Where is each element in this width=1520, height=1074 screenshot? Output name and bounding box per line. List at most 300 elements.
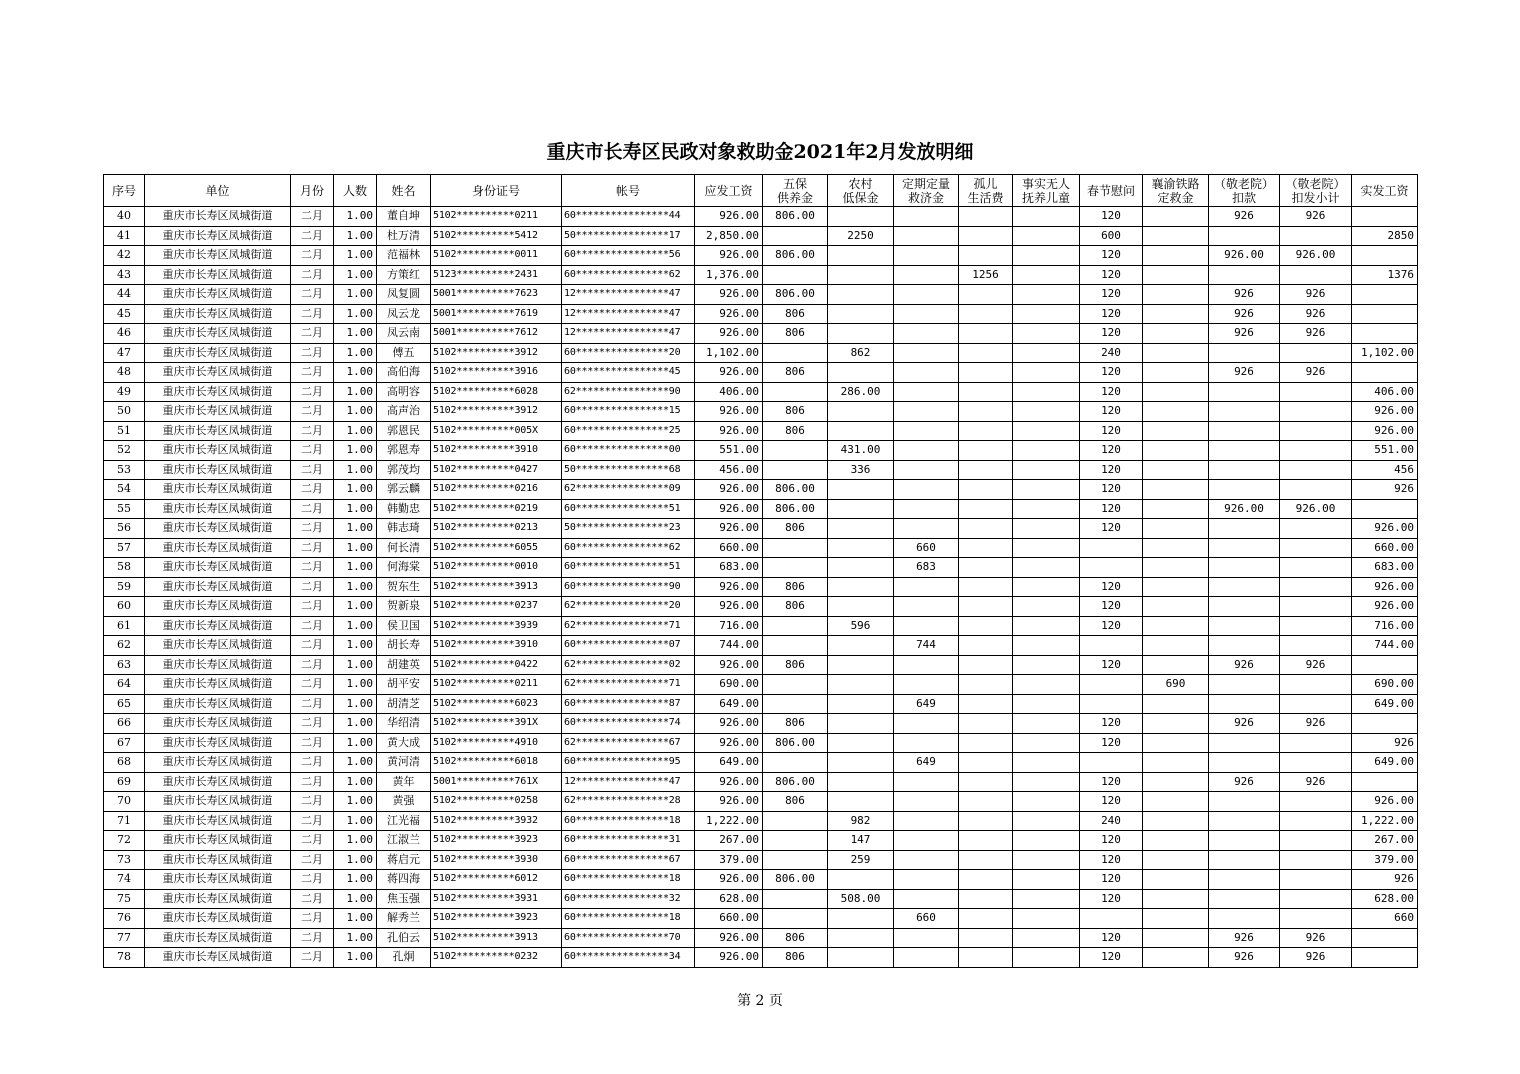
table-cell — [1352, 655, 1418, 675]
table-cell: 1.00 — [334, 753, 377, 773]
table-row — [104, 226, 1418, 246]
table-cell: 1.00 — [334, 402, 377, 422]
table-cell: 926 — [1209, 304, 1280, 324]
table-cell: 806 — [763, 655, 828, 675]
table-cell: 926.00 — [1280, 499, 1352, 519]
table-cell: 1.00 — [334, 616, 377, 636]
table-cell: 5102**********3913 — [431, 577, 562, 597]
column-header: 单位 — [145, 175, 291, 207]
table-cell: 47 — [104, 343, 145, 363]
table-cell — [1352, 772, 1418, 792]
table-cell — [1143, 831, 1209, 851]
table-cell: 5102**********6012 — [431, 870, 562, 890]
table-cell: 重庆市长寿区凤城街道 — [145, 772, 291, 792]
table-cell: 60****************62 — [562, 538, 695, 558]
table-cell: 926.00 — [695, 870, 763, 890]
table-cell — [1013, 733, 1080, 753]
table-cell: 1.00 — [334, 558, 377, 578]
table-cell: 60****************25 — [562, 421, 695, 441]
table-cell: 5102**********0219 — [431, 499, 562, 519]
table-cell — [1280, 792, 1352, 812]
table-cell: 68 — [104, 753, 145, 773]
table-cell: 660.00 — [1352, 538, 1418, 558]
table-cell: 1.00 — [334, 343, 377, 363]
table-cell — [1280, 870, 1352, 890]
table-cell — [1352, 714, 1418, 734]
table-cell: 1.00 — [334, 421, 377, 441]
table-cell: 62****************71 — [562, 675, 695, 695]
column-header: （敬老院） 扣款 — [1209, 175, 1280, 207]
table-cell — [959, 655, 1013, 675]
table-cell: 267.00 — [695, 831, 763, 851]
table-cell: 660.00 — [695, 909, 763, 929]
table-cell — [1013, 285, 1080, 305]
table-cell: 凤复圆 — [377, 285, 431, 305]
table-cell: 62****************02 — [562, 655, 695, 675]
table-cell: 926.00 — [695, 499, 763, 519]
table-cell — [828, 655, 894, 675]
table-cell — [959, 363, 1013, 383]
table-cell — [1013, 265, 1080, 285]
table-cell: 806 — [763, 304, 828, 324]
table-row — [104, 246, 1418, 266]
table-cell: 660 — [894, 538, 959, 558]
table-cell: 63 — [104, 655, 145, 675]
table-cell — [828, 675, 894, 695]
table-cell: 50****************17 — [562, 226, 695, 246]
table-cell — [1143, 577, 1209, 597]
column-header: 事实无人 抚养儿童 — [1013, 175, 1080, 207]
table-cell — [1143, 792, 1209, 812]
table-cell: 926 — [1280, 324, 1352, 344]
table-cell — [1013, 363, 1080, 383]
table-cell — [828, 324, 894, 344]
table-cell: 267.00 — [1352, 831, 1418, 851]
table-row — [104, 558, 1418, 578]
table-cell: 62****************71 — [562, 616, 695, 636]
table-cell: 1.00 — [334, 889, 377, 909]
table-cell: 628.00 — [695, 889, 763, 909]
table-cell: 926 — [1352, 480, 1418, 500]
table-cell: 5102**********3932 — [431, 811, 562, 831]
table-cell: 683.00 — [1352, 558, 1418, 578]
table-cell: 926.00 — [695, 655, 763, 675]
table-cell: 45 — [104, 304, 145, 324]
table-cell: 120 — [1080, 207, 1143, 227]
table-cell — [1143, 402, 1209, 422]
table-cell — [894, 402, 959, 422]
table-cell — [1280, 753, 1352, 773]
table-cell: 926.00 — [695, 363, 763, 383]
table-cell: 1,102.00 — [1352, 343, 1418, 363]
table-cell — [959, 577, 1013, 597]
table-row — [104, 811, 1418, 831]
table-cell — [1143, 499, 1209, 519]
table-cell: 59 — [104, 577, 145, 597]
column-header: 五保 供养金 — [763, 175, 828, 207]
table-cell: 120 — [1080, 519, 1143, 539]
table-cell — [1013, 694, 1080, 714]
table-cell — [763, 226, 828, 246]
table-cell — [959, 831, 1013, 851]
table-cell: 重庆市长寿区凤城街道 — [145, 694, 291, 714]
table-cell: 744 — [894, 636, 959, 656]
table-cell — [1143, 772, 1209, 792]
table-cell: 926.00 — [695, 402, 763, 422]
table-cell — [828, 402, 894, 422]
table-cell: 凤云龙 — [377, 304, 431, 324]
table-cell: 郭恩寿 — [377, 441, 431, 461]
table-cell: 120 — [1080, 831, 1143, 851]
table-cell: 二月 — [291, 889, 334, 909]
table-row — [104, 207, 1418, 227]
table-cell — [1013, 421, 1080, 441]
table-cell: 926 — [1280, 285, 1352, 305]
table-cell — [1209, 402, 1280, 422]
table-cell: 重庆市长寿区凤城街道 — [145, 246, 291, 266]
table-cell: 5102**********3910 — [431, 441, 562, 461]
table-row — [104, 324, 1418, 344]
table-cell — [1143, 343, 1209, 363]
table-cell: 65 — [104, 694, 145, 714]
table-cell — [828, 870, 894, 890]
table-cell: 926.00 — [1352, 792, 1418, 812]
table-cell — [894, 519, 959, 539]
table-row — [104, 870, 1418, 890]
table-cell — [1280, 597, 1352, 617]
table-cell — [1209, 265, 1280, 285]
table-row — [104, 636, 1418, 656]
table-cell — [1143, 636, 1209, 656]
table-cell: 51 — [104, 421, 145, 441]
table-cell — [1209, 753, 1280, 773]
table-cell — [959, 538, 1013, 558]
table-cell: 926 — [1280, 363, 1352, 383]
table-cell: 二月 — [291, 772, 334, 792]
table-row — [104, 421, 1418, 441]
table-cell — [828, 772, 894, 792]
table-row — [104, 909, 1418, 929]
table-cell — [763, 441, 828, 461]
table-cell — [1209, 382, 1280, 402]
table-cell: 重庆市长寿区凤城街道 — [145, 577, 291, 597]
table-row — [104, 889, 1418, 909]
table-cell: 重庆市长寿区凤城街道 — [145, 909, 291, 929]
table-cell: 52 — [104, 441, 145, 461]
table-cell — [1280, 402, 1352, 422]
table-cell: 二月 — [291, 499, 334, 519]
table-cell — [1280, 733, 1352, 753]
table-cell: 二月 — [291, 616, 334, 636]
table-cell: 406.00 — [1352, 382, 1418, 402]
table-cell: 926.00 — [695, 421, 763, 441]
table-cell: 50****************68 — [562, 460, 695, 480]
table-cell: 926 — [1209, 948, 1280, 968]
table-cell: 551.00 — [695, 441, 763, 461]
table-row — [104, 948, 1418, 968]
table-cell — [1143, 460, 1209, 480]
table-cell: 5102**********0010 — [431, 558, 562, 578]
table-cell — [763, 675, 828, 695]
table-cell — [959, 870, 1013, 890]
table-cell: 重庆市长寿区凤城街道 — [145, 597, 291, 617]
table-row — [104, 850, 1418, 870]
table-cell: 方策红 — [377, 265, 431, 285]
table-cell: 806 — [763, 402, 828, 422]
table-cell: 649 — [894, 753, 959, 773]
table-cell — [959, 675, 1013, 695]
table-cell — [763, 850, 828, 870]
table-cell: 49 — [104, 382, 145, 402]
table-cell: 重庆市长寿区凤城街道 — [145, 889, 291, 909]
table-cell — [1209, 538, 1280, 558]
table-cell — [828, 538, 894, 558]
page-title: 重庆市长寿区民政对象救助金2021年2月发放明细 — [546, 141, 974, 163]
table-cell: 郭恩民 — [377, 421, 431, 441]
table-cell: 431.00 — [828, 441, 894, 461]
table-cell — [959, 597, 1013, 617]
table-cell: 二月 — [291, 324, 334, 344]
column-header: 人数 — [334, 175, 377, 207]
table-cell: 60****************51 — [562, 499, 695, 519]
table-cell — [1013, 324, 1080, 344]
table-cell — [828, 909, 894, 929]
table-cell — [1013, 928, 1080, 948]
table-cell: 926 — [1209, 207, 1280, 227]
table-cell — [1280, 889, 1352, 909]
table-cell: 60****************70 — [562, 928, 695, 948]
table-cell — [1013, 948, 1080, 968]
table-cell: 1376 — [1352, 265, 1418, 285]
table-cell: 1.00 — [334, 246, 377, 266]
table-cell — [1013, 616, 1080, 636]
table-cell: 926.00 — [1209, 246, 1280, 266]
table-cell: 1.00 — [334, 480, 377, 500]
table-cell: 5102**********0011 — [431, 246, 562, 266]
column-header: （敬老院） 扣发小计 — [1280, 175, 1352, 207]
table-cell: 926.00 — [695, 207, 763, 227]
table-cell: 1,222.00 — [1352, 811, 1418, 831]
table-cell: 1,376.00 — [695, 265, 763, 285]
table-cell — [828, 499, 894, 519]
column-header: 序号 — [104, 175, 145, 207]
table-cell — [1352, 285, 1418, 305]
table-cell: 926 — [1280, 207, 1352, 227]
column-header: 实发工资 — [1352, 175, 1418, 207]
table-cell — [763, 460, 828, 480]
table-cell: 5001**********7623 — [431, 285, 562, 305]
table-cell: 806 — [763, 792, 828, 812]
table-cell: 120 — [1080, 577, 1143, 597]
table-cell: 5001**********761X — [431, 772, 562, 792]
table-cell: 杜万清 — [377, 226, 431, 246]
table-cell: 926 — [1280, 772, 1352, 792]
table-cell — [1209, 421, 1280, 441]
table-cell: 1.00 — [334, 441, 377, 461]
table-cell: 重庆市长寿区凤城街道 — [145, 499, 291, 519]
table-cell — [763, 753, 828, 773]
table-cell — [828, 753, 894, 773]
table-cell — [1143, 889, 1209, 909]
table-cell — [894, 577, 959, 597]
table-row — [104, 675, 1418, 695]
table-cell: 重庆市长寿区凤城街道 — [145, 811, 291, 831]
table-cell — [1209, 909, 1280, 929]
table-cell: 926 — [1209, 324, 1280, 344]
table-cell: 重庆市长寿区凤城街道 — [145, 655, 291, 675]
table-cell: 二月 — [291, 207, 334, 227]
table-cell: 60 — [104, 597, 145, 617]
table-cell — [763, 538, 828, 558]
table-cell: 重庆市长寿区凤城街道 — [145, 928, 291, 948]
table-row — [104, 441, 1418, 461]
table-cell: 江淑兰 — [377, 831, 431, 851]
table-cell — [894, 675, 959, 695]
table-cell: 重庆市长寿区凤城街道 — [145, 616, 291, 636]
table-cell — [1013, 577, 1080, 597]
table-cell: 66 — [104, 714, 145, 734]
table-cell: 重庆市长寿区凤城街道 — [145, 792, 291, 812]
table-cell: 重庆市长寿区凤城街道 — [145, 441, 291, 461]
table-cell: 600 — [1080, 226, 1143, 246]
table-cell — [894, 714, 959, 734]
table-cell: 240 — [1080, 343, 1143, 363]
table-cell: 华绍清 — [377, 714, 431, 734]
table-cell: 二月 — [291, 285, 334, 305]
table-cell — [1352, 207, 1418, 227]
table-cell: 1,102.00 — [695, 343, 763, 363]
table-row — [104, 480, 1418, 500]
table-cell: 72 — [104, 831, 145, 851]
column-header: 春节慰问 — [1080, 175, 1143, 207]
table-cell: 120 — [1080, 441, 1143, 461]
table-cell — [1209, 675, 1280, 695]
table-cell: 70 — [104, 792, 145, 812]
table-cell: 范福林 — [377, 246, 431, 266]
table-cell — [763, 265, 828, 285]
table-cell — [1080, 538, 1143, 558]
table-row — [104, 714, 1418, 734]
table-cell: 120 — [1080, 733, 1143, 753]
table-cell: 二月 — [291, 831, 334, 851]
table-cell: 1.00 — [334, 909, 377, 929]
table-cell: 黄大成 — [377, 733, 431, 753]
table-cell: 649.00 — [695, 694, 763, 714]
table-cell: 1.00 — [334, 304, 377, 324]
table-cell — [763, 616, 828, 636]
table-cell: 690.00 — [695, 675, 763, 695]
table-cell: 982 — [828, 811, 894, 831]
table-cell: 926.00 — [695, 714, 763, 734]
table-cell: 75 — [104, 889, 145, 909]
table-cell: 690 — [1143, 675, 1209, 695]
table-cell — [1013, 460, 1080, 480]
table-cell: 806 — [763, 714, 828, 734]
table-row — [104, 772, 1418, 792]
table-cell: 二月 — [291, 850, 334, 870]
table-cell — [959, 636, 1013, 656]
table-cell: 二月 — [291, 870, 334, 890]
table-cell: 重庆市长寿区凤城街道 — [145, 324, 291, 344]
table-cell: 1.00 — [334, 460, 377, 480]
table-cell: 二月 — [291, 811, 334, 831]
table-cell — [894, 480, 959, 500]
table-cell — [1013, 831, 1080, 851]
table-cell: 42 — [104, 246, 145, 266]
table-cell: 862 — [828, 343, 894, 363]
table-cell — [1013, 675, 1080, 695]
table-cell: 120 — [1080, 480, 1143, 500]
table-cell — [1209, 733, 1280, 753]
column-header: 月份 — [291, 175, 334, 207]
table-cell: 806.00 — [763, 246, 828, 266]
table-cell: 1.00 — [334, 519, 377, 539]
table-cell — [894, 499, 959, 519]
table-cell — [1143, 519, 1209, 539]
table-cell: 926.00 — [695, 928, 763, 948]
table-cell — [828, 948, 894, 968]
table-cell: 2,850.00 — [695, 226, 763, 246]
table-cell: 926.00 — [1209, 499, 1280, 519]
table-cell — [1013, 402, 1080, 422]
table-cell — [1080, 636, 1143, 656]
table-cell — [894, 460, 959, 480]
table-cell: 1.00 — [334, 538, 377, 558]
table-cell: 336 — [828, 460, 894, 480]
table-cell — [1013, 304, 1080, 324]
table-cell — [1280, 616, 1352, 636]
table-cell: 926.00 — [695, 733, 763, 753]
table-cell: 456 — [1352, 460, 1418, 480]
table-cell: 62****************28 — [562, 792, 695, 812]
table-cell — [959, 909, 1013, 929]
table-cell — [1013, 811, 1080, 831]
table-row — [104, 928, 1418, 948]
table-cell — [828, 304, 894, 324]
table-cell — [1013, 519, 1080, 539]
table-cell — [1352, 324, 1418, 344]
column-header: 身份证号 — [431, 175, 562, 207]
table-cell: 78 — [104, 948, 145, 968]
column-header: 应发工资 — [695, 175, 763, 207]
table-cell — [1143, 480, 1209, 500]
table-cell: 60****************67 — [562, 850, 695, 870]
table-cell: 重庆市长寿区凤城街道 — [145, 714, 291, 734]
table-row — [104, 499, 1418, 519]
table-cell: 5102**********3913 — [431, 928, 562, 948]
table-cell: 1.00 — [334, 694, 377, 714]
table-cell — [894, 597, 959, 617]
table-cell: 重庆市长寿区凤城街道 — [145, 480, 291, 500]
table-cell: 重庆市长寿区凤城街道 — [145, 363, 291, 383]
table-cell: 379.00 — [1352, 850, 1418, 870]
table-cell: 二月 — [291, 343, 334, 363]
table-cell: 62****************09 — [562, 480, 695, 500]
table-cell: 716.00 — [1352, 616, 1418, 636]
table-cell: 重庆市长寿区凤城街道 — [145, 519, 291, 539]
table-cell: 120 — [1080, 714, 1143, 734]
table-row — [104, 655, 1418, 675]
table-cell — [1143, 616, 1209, 636]
table-cell: 1.00 — [334, 499, 377, 519]
table-cell — [959, 441, 1013, 461]
table-cell: 重庆市长寿区凤城街道 — [145, 538, 291, 558]
table-cell — [959, 499, 1013, 519]
table-cell — [1013, 480, 1080, 500]
table-cell: 57 — [104, 538, 145, 558]
table-cell: 926 — [1280, 655, 1352, 675]
table-cell — [1209, 694, 1280, 714]
